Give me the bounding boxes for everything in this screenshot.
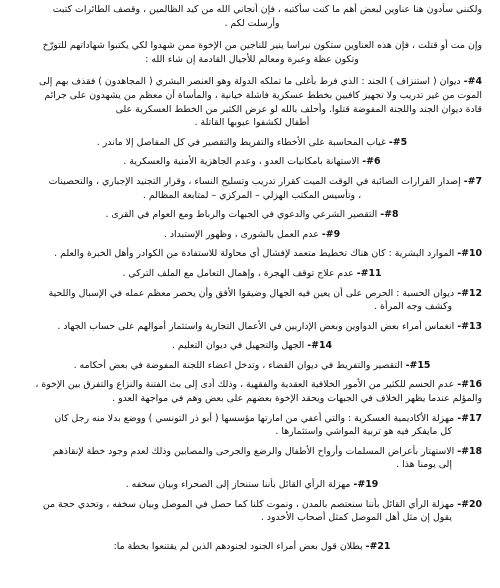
text-line: وكشف وجه المرأة . <box>374 301 452 313</box>
text-line: الموارد البشرية : كان هناك تخطيط متعمد لإفشال أي محاولة للاستفادة من الكوادر وأهل الخبرة والعلم . <box>54 248 455 260</box>
item-11 <box>22 267 482 281</box>
item-number: #19- <box>353 479 379 491</box>
item-16 <box>22 378 482 405</box>
item-number: #13- <box>457 320 482 332</box>
item-number: #9- <box>321 228 341 240</box>
text-line: الجهل والتجهيل في ديوان التعليم . <box>171 340 305 352</box>
text-line: مهزلة الأكاديمية العسكرية : والتي أعفي من امارتها مؤسسها ( أبو ذر التونسي ) ووضع بدلا منه رجل كان <box>54 412 455 424</box>
item-number: #12- <box>457 287 482 299</box>
item-18 <box>22 445 482 472</box>
item-17 <box>22 412 482 439</box>
text-line: انغماس أمراء بعض الدواوين وبعض الإداريين في الأعمال التجارية واستثمار أموالهم على حساب الجهاد . <box>57 320 455 332</box>
text-line: غياب المحاسبة على الأخطاء والتفريط والتقصير في كل المفاصل إلا ماندر . <box>96 136 386 148</box>
item-10 <box>22 247 482 261</box>
item-number: #8- <box>380 209 399 221</box>
item-number: #18- <box>457 445 482 457</box>
item-6 <box>22 155 482 169</box>
intro-paragraph-1 <box>22 3 482 30</box>
item-15 <box>22 359 482 373</box>
item-21 <box>22 540 482 554</box>
item-12 <box>22 287 482 314</box>
item-5 <box>22 136 482 150</box>
text-line: أطفال لكشفوا عيوبها القاتلة . <box>194 117 310 129</box>
text-line: كل مايفكر فيه هو تربية المواشي واستثمارها . <box>275 426 452 438</box>
item-number: #10- <box>457 248 482 260</box>
text-line: الاستهتار بأعراض المسلمات وأرواح الأطفال والرضع والجرحى والمصابين وذلك لعدم وجود خطة لإنقاذهم <box>52 445 455 457</box>
text-line: ، وتأسيس المكتب الهزلي – المركزي – لمتابعة المظالم . <box>142 189 362 201</box>
item-13 <box>22 320 482 334</box>
item-8 <box>22 208 482 222</box>
text-line: عدم الحسم للكثير من الأمور الخلافية العقدية والفقهية ، وذلك أدى إلى بث الفتنة والنزاع والتفرق بين الإخوة ، <box>35 379 455 391</box>
text-line: مهزلة الرأي القائل بأننا سنعتصم بالمدن ، ونموت كلنا كما حصل في الموصل وبيان سخفه ، وتحدي حجة من <box>42 498 455 510</box>
intro-paragraph-2 <box>22 39 482 66</box>
text-line: الاستهانة بامكانيات العدو ، وعدم الجاهزية الأمنية والعسكرية . <box>123 156 360 168</box>
text-line: ديوان الحسبة : الحرص على أن يعين فيه الجهال وضيقوا الأفق وأن يحصر معظم عمله في الإسبال واللحية <box>48 287 455 299</box>
text-line: الموت من غير تدريب ولا تجهيز كافيين بخطط عسكرية فاشلة خيانية ، والمأساة أن معظم من يشهدون على جرائم <box>44 89 482 101</box>
item-number: #21- <box>365 540 391 552</box>
text-line: إلى يومنا هذا . <box>396 459 452 471</box>
text-line: ديوان ( استنزاف ) الجند : الذي فرط بأغلى ما تملكه الدولة وهو العنصر البشري ( المجاهدون ) فقذف بهم إلى <box>39 76 461 88</box>
text-line: ولكنني سأدون هنا عناوين لبعض أهم ما كنت سأكتبه ، فإن أنجاني الله من كيد الظالمين ، وقصف الطائرات كتبت <box>52 4 482 15</box>
item-number: #20- <box>457 498 482 510</box>
item-number: #5- <box>388 136 408 148</box>
text-line: التقصير الشرعي والدعوي في الجبهات والرباط ومع العوام في القرى . <box>105 209 378 221</box>
item-number: #11- <box>356 267 382 279</box>
item-number: #4- <box>463 76 482 88</box>
text-line: وإن مت أو قتلت ، فإن هذه العناوين ستكون نبراسا ينير للناجين من الإخوة ممن شهدوا لكي يكتبوا شهاداتهم للتورّخ <box>42 40 482 52</box>
item-7 <box>22 175 482 202</box>
item-number: #7- <box>463 175 482 187</box>
text-line: يقول إن مثل أهل الموصل كمثل أصحاب الأخدود . <box>260 512 452 524</box>
item-number: #6- <box>362 156 381 168</box>
item-4 <box>22 75 482 129</box>
item-9 <box>22 228 482 242</box>
item-number: #14- <box>307 340 333 352</box>
text-line: التقصير والتفريط في ديوان القضاء ، وتدخل اعضاء اللجنة المفوضة في بعض أحكامه . <box>73 359 403 371</box>
text-line: إصدار القرارات الصائبة في الوقت الميت كقرار تدريب وتسليح النساء ، وقرار التجنيد الإجباري ، والتحصينات <box>48 175 461 187</box>
text-line: وتكون عظة وعبرة ومعالم للأجيال القادمة إن شاء الله : <box>145 53 359 65</box>
text-line: وأرسلت لكم . <box>224 17 280 29</box>
text-line: قادة ديوان الجند واللجنة المفوضة قتلوا. وأحلف بالله لو عرض الكثير من الخطط العسكرية على <box>115 103 482 115</box>
text-line: عدم علاج توقف الهجرة ، وإهمال التعامل مع الملف التركي . <box>122 267 354 279</box>
item-number: #16- <box>457 379 482 391</box>
item-number: #15- <box>405 359 431 371</box>
item-number: #17- <box>457 412 482 424</box>
text-line: بطلان قول بعض أمراء الجنود لجنودهم الذين لم يقتنعوا بخطة ما: <box>113 540 363 552</box>
text-line: عدم العمل بالشورى ، وظهور الإستبداد . <box>163 228 319 240</box>
text-line: مهزلة الرأي القائل بأننا سننحاز إلى الصحراء وبيان سخفه . <box>125 479 351 491</box>
item-19 <box>22 478 482 492</box>
text-line: والمؤلم عندما يظهر الخلاف في الجبهات ويحقد الإخوة بعضهم على بعض وهم في مواجهة العدو . <box>112 393 482 405</box>
item-14 <box>22 339 482 353</box>
item-20 <box>22 498 482 525</box>
